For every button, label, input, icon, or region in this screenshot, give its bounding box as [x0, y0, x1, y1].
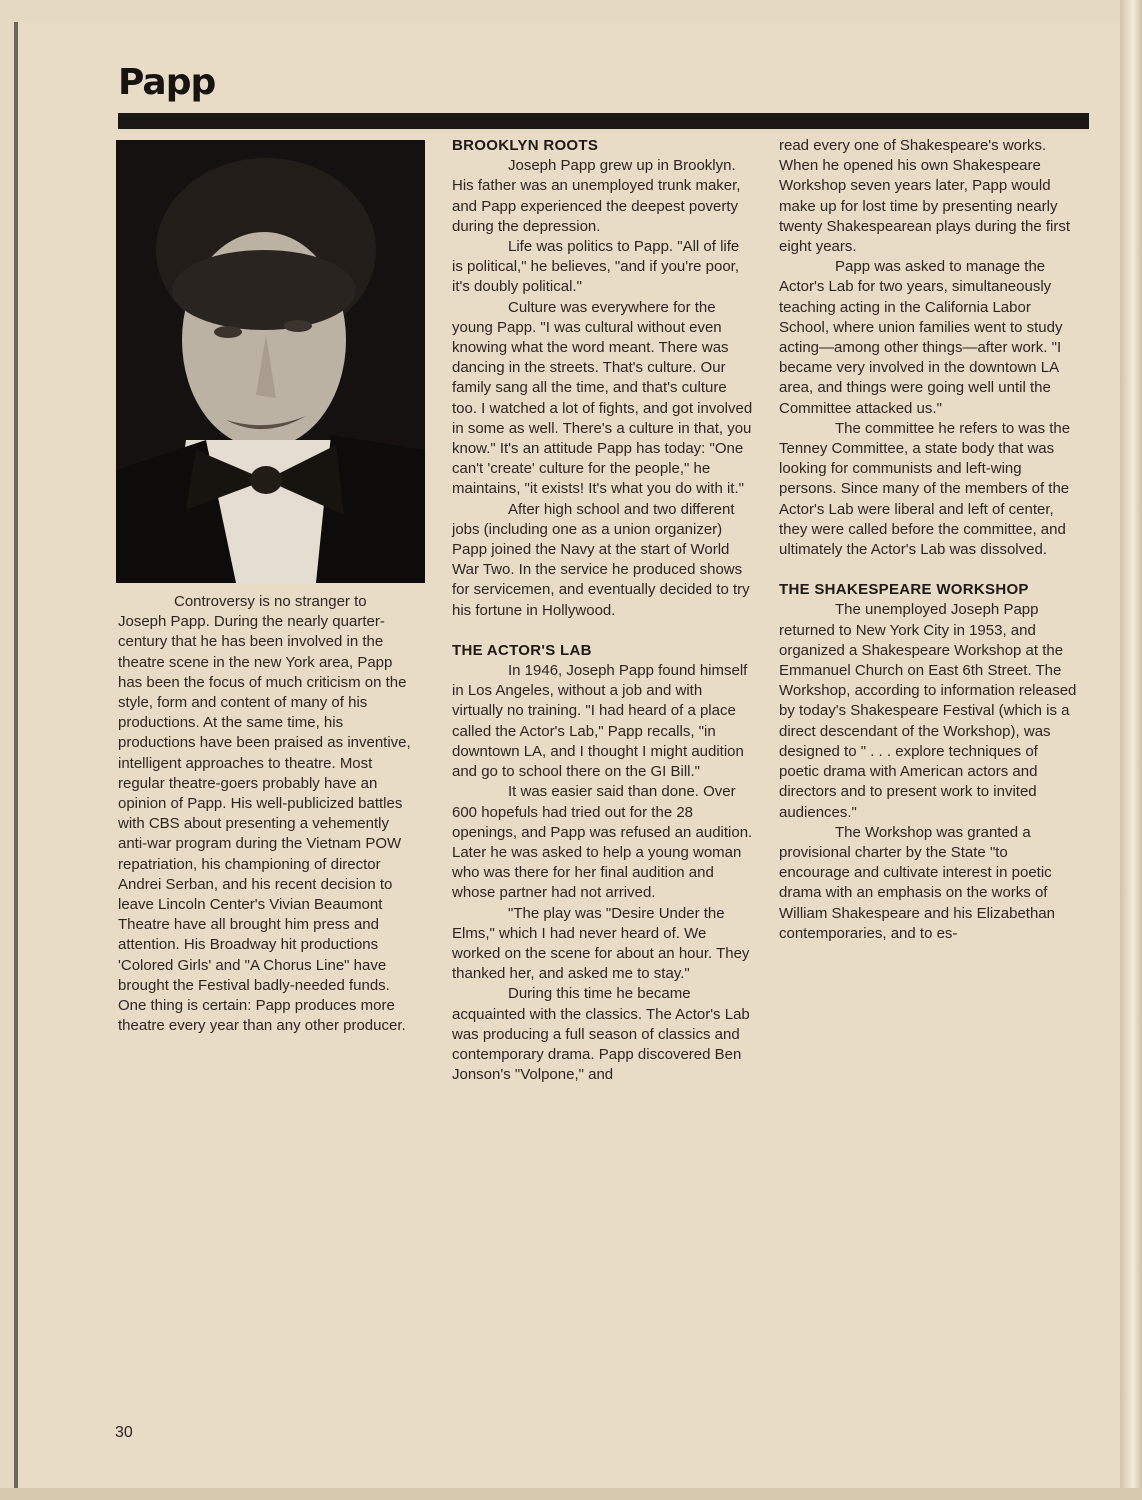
portrait-photo — [116, 140, 425, 583]
paragraph: The unemployed Joseph Papp returned to New York City in 1953, and organized a Shakespeare Workshop at the Emmanuel Church on East 6th Street. The Workshop, according to information released by today's Shakespeare Festival (which is a direct descendant of the Workshop), was designed to " . . . explore techniques of poetic drama with American actors and directors and to present work to invited audiences." — [779, 601, 1077, 821]
section-heading-shakespeare-workshop: THE SHAKESPEARE WORKSHOP — [779, 581, 1029, 599]
page-bottom-edge — [0, 1488, 1142, 1500]
paragraph: "The play was "Desire Under the Elms," which I had never heard of. We worked on the scene for about an hour. They thanked her, and asked me to stay." — [452, 904, 750, 983]
section-heading-brooklyn-roots: BROOKLYN ROOTS — [452, 137, 599, 154]
paragraph: Papp was asked to manage the Actor's Lab for two years, simultaneously teaching acting in the California Labor School, where union families went to study acting—among other things—after work. "I became very involved in the downtown LA area, and things were going well until the Committee attacked us." — [779, 258, 1063, 417]
page-edge — [1120, 0, 1142, 1500]
paragraph: The committee he refers to was the Tenney Committee, a state body that was looking for communists and left-wing persons. Since many of the members of the Actor's Lab were liberal and left of center, they were called before the committee, and ultimately the Actor's Lab was dissolved. — [779, 419, 1071, 559]
paragraph: In 1946, Joseph Papp found himself in Los Angeles, without a job and with virtually no training. "I had heard of a place called the Actor's Lab," Papp recalls, "in downtown LA, and I thought I might audition and go to school there on the GI Bill." — [452, 662, 748, 781]
column-middle — [452, 136, 754, 1085]
column-right — [779, 136, 1079, 944]
paragraph: Life was politics to Papp. "All of life is political," he believes, "and if you're poor, it's doubly political." — [452, 238, 740, 296]
paragraph: The Workshop was granted a provisional charter by the State "to encourage and cultivate interest in poetic drama with an emphasis on the works of William Shakespeare and his Elizabethan contemporaries, and to es- — [779, 823, 1055, 942]
paragraph: It was easier said than done. Over 600 hopefuls had tried out for the 28 openings, and Papp was refused an audition. Later he was asked to help a young woman who was there for her final audition and whose partner had not arrived. — [452, 783, 753, 902]
page-number: 30 — [115, 1424, 133, 1441]
paragraph: read every one of Shakespeare's works. When he opened his own Shakespeare Workshop seven years later, Papp would make up for lost time by presenting nearly twenty Shakespearean plays during the first eight years. — [779, 137, 1070, 256]
paragraph: Joseph Papp grew up in Brooklyn. His father was an unemployed trunk maker, and Papp experienced the deepest poverty during the depression. — [452, 157, 741, 235]
paragraph: After high school and two different jobs (including one as a union organizer) Papp joined the Navy at the start of World War Two. In the service he produced shows for servicemen, and eventually decided to try his fortune in Hollywood. — [452, 500, 750, 619]
title-rule — [118, 113, 1089, 129]
paragraph: During this time he became acquainted with the classics. The Actor's Lab was producing a full season of classics and contemporary drama. Papp discovered Ben Jonson's "Volpone," and — [452, 985, 750, 1084]
intro-paragraph: Controversy is no stranger to Joseph Papp. During the nearly quarter-century that he has been involved in the theatre scene in the new York area, Papp has been the focus of much criticism on the style, form and content of many of his productions. At the same time, his productions have been praised as inventive, intelligent approaches to theatre. Most regular theatre-goers probably have an opinion of Papp. His well-publicized battles with CBS about presenting a vehemently anti-war program during the Vietnam POW repatriation, his championing of director Andrei Serban, and his recent decision to leave Lincoln Center's Vivian Beaumont Theatre have all brought him press and attention. His Broadway hit productions 'Colored Girls' and "A Chorus Line" have brought the Festival badly-needed funds. One thing is certain: Papp produces more theatre every year than any other producer. — [118, 593, 411, 1035]
paragraph: Culture was everywhere for the young Papp. "I was cultural without even knowing what the word meant. There was dancing in the streets. That's culture. Our family sang all the time, and that's culture too. I watched a lot of fights, and got involved in some as well. There's a culture in that, you know." It's an attitude Papp has today: "One can't 'create' culture for the people," he maintains, "it exists! It's what you do with it." — [452, 298, 753, 498]
portrait-image — [116, 140, 425, 583]
column-intro — [118, 592, 418, 1036]
page-title: Papp — [118, 62, 216, 103]
section-heading-actors-lab: THE ACTOR'S LAB — [452, 641, 592, 659]
